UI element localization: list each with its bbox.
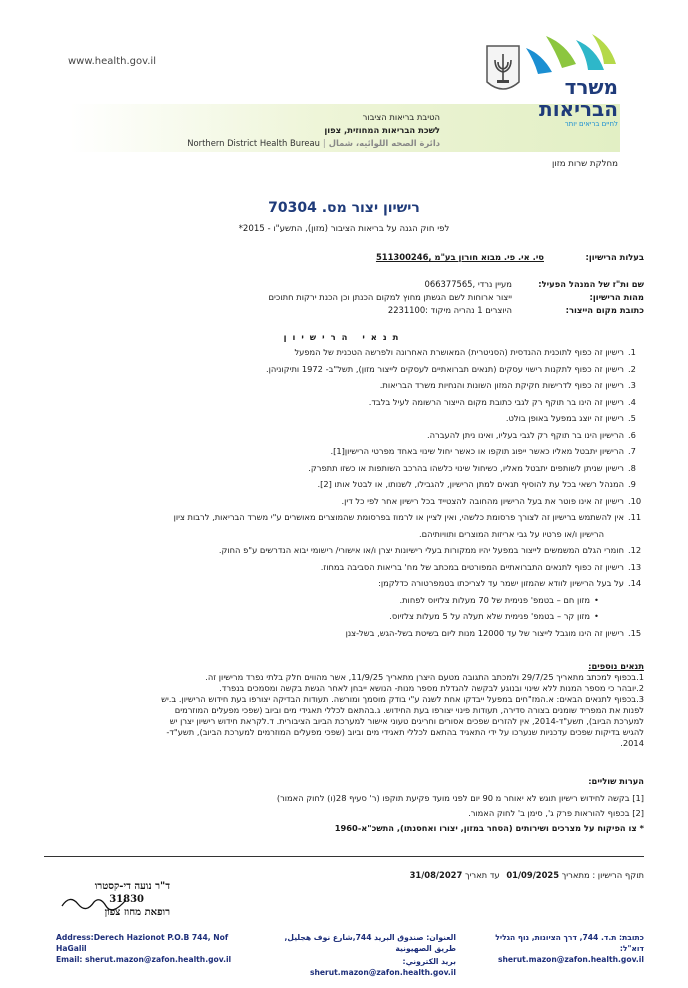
- website-url[interactable]: www.health.gov.il: [68, 56, 156, 67]
- footer-left-address: Address:Derech Hazionot P.O.B 744, Nof HaGalil: [56, 933, 229, 953]
- condition-number: 12.: [628, 545, 642, 555]
- essence-value: ייצור ארוחות לשם הגשתן מחוץ למקום הכנתן וכן הכנת ירקות חתוכים: [268, 292, 512, 302]
- dept-line1: הטיבת בריאות הציבור: [362, 112, 440, 122]
- manager-value: מעיין נרדי ,066377565: [424, 279, 512, 289]
- note-2: [2] בכפוף להוראות פרק ג', סימן ב' לחוק האמור.: [468, 808, 644, 818]
- condition-text: מזון קר – בטמפ' פנימית שלא תעלה על 5 מעלות צלזיוס.: [389, 611, 590, 621]
- validity-to: 31/08/2027: [409, 870, 463, 880]
- condition-text: רישיון זה הינו מוגבל לייצור של עד 12000 מנות ליום בשיטת בשל-הגש, בשל-צנן: [345, 627, 624, 638]
- condition-text: מזון חם – בטמפ' פנימית של 70 מעלות צלזיוס לפחות.: [399, 594, 590, 605]
- condition-number: 13.: [628, 561, 642, 572]
- condition-item: [44, 412, 644, 429]
- condition-text: רישיון זה כפוף לתנאים התברואתיים המפורטים במכתב של מח' בריאות הסביבה במחוז.: [320, 561, 624, 572]
- condition-item: [44, 561, 644, 578]
- handwritten-signature-icon: [60, 892, 130, 912]
- owner-field: [44, 252, 644, 262]
- condition-text: המנהל רשאי בכל עת להוסיף תנאים למתן הרישיון, להגבילו, לשנותו, או לבטל אותו [2].: [317, 479, 624, 489]
- extra-line: 3.בכפוף לתנאים הבאים: א.המז"חים במפעל ייבדקו אחת לשנה ע"י בודק מוסמך ומורשה. תעודות הבדיקה יצורפו בעת חידוש הרישיון. ב.יש: [161, 694, 644, 704]
- manager-label: שם ות"ז של המנהל הפעיל:: [538, 279, 644, 289]
- condition-number: 15.: [628, 627, 642, 638]
- owner-label: בעלות הרישיון:: [585, 252, 644, 262]
- condition-item: [44, 346, 644, 363]
- condition-item: [44, 462, 644, 479]
- ministry-line1: משרד: [564, 75, 618, 99]
- condition-number: 8.: [628, 462, 636, 473]
- condition-number: 7.: [628, 446, 636, 456]
- validity-to-label: עד תאריך: [464, 870, 500, 880]
- extra-line: למערכת הביוב), תשע"ד-2014, אין להזרים שפכים אסורים וחריגים טעוני אישור למערכת הביוב הציבורית. ד.לקראת חידוש רישיון יצרן יש: [169, 716, 644, 726]
- footer-right: [454, 932, 644, 965]
- condition-item: [44, 511, 644, 528]
- condition-number: 10.: [628, 495, 642, 506]
- extra-line: להגיש בדיקות שפכים עדכניות שנערכו על ידי התאגיד בהתאם לכללי תאגידי מים וביוב (שפכי מפעלים המוזרמים למערכת הביוב), תשע"ד-: [166, 727, 644, 737]
- footer-right-email-label: דוא"ל:: [619, 944, 644, 953]
- condition-number: 14.: [628, 578, 642, 588]
- extra-heading: תנאים נוספים:: [588, 661, 644, 671]
- condition-item: [44, 363, 644, 380]
- address-value: היוצרים 1 נהריה מיקוד :2231100: [387, 305, 512, 315]
- dept-line3: دائرة الصحه اللوائيه، شمال|Northern District Health Bureau: [187, 138, 440, 148]
- condition-item: [44, 429, 644, 446]
- condition-text: רישיון שניתן לשותפים יתבטל מאליו, כשיחול שינוי כלשהו בהרכב השותפות או כשזו תתפרק.: [308, 462, 624, 473]
- unit-name: מחלקת שרות מזון: [552, 159, 618, 169]
- condition-text: רישיון זה יוצג במפעל באופן בולט.: [505, 413, 624, 423]
- condition-text: הרישיון הינו בר תוקף רק לגבי בעליו, ואינו ניתן להעברה.: [426, 429, 624, 440]
- validity-line: [410, 870, 644, 880]
- note-3: * צו הפיקוח על מצרכים ושירותים (הסחר במזון, יצורו ואחסנתו), התשכ"א-1960: [334, 823, 644, 833]
- condition-item: [44, 379, 644, 396]
- condition-number: 11.: [628, 512, 642, 522]
- footer-middle-address: العنوان: صندوق البريد 744,شارع نوف هجليل, طريق الصهيونية: [284, 933, 456, 953]
- condition-number: 6.: [628, 429, 636, 440]
- footer-right-address: כתובת: ת.ד. 744, דרך הציונות, נוף הגליל: [495, 933, 644, 942]
- condition-number: •: [594, 611, 599, 621]
- condition-text: רישיון זה כפוף לתקנות רישוי עסקים (תנאים תברואתיים לעסקים לייצור מזון), תשל"ב- 1972 ותיקוניהן.: [265, 363, 624, 374]
- ministry-line2: הבריאות: [539, 97, 618, 121]
- condition-text: חומרי הגלם המשמשים לייצור במפעל יהיו ממקורות בעלי רישיונות יצרן ו/או אישורי/ רישומי יבוא הנדרשים ע"פ החוק.: [218, 545, 624, 555]
- dept-arabic: دائرة الصحه اللوائيه، شمال: [328, 138, 440, 148]
- condition-text: על בעל הרישיון לוודא שהמזון ישמר עד לצריכתו בטמפרטורה כדלקמן:: [378, 578, 624, 588]
- extra-lines: [44, 672, 644, 749]
- divider: [44, 856, 644, 857]
- essence-field: [44, 292, 644, 302]
- conditions-list: [44, 346, 644, 643]
- extra-line: 2.יובהר כי מספר המנות ללא שינוי ובנוגע לבקשה להגדלת מספר מנות- הנושא ייבחן לאחר הגשת בקשה ומסמכים בנפרד.: [219, 683, 644, 693]
- signer-number: 31830: [109, 894, 144, 905]
- condition-text: רישיון זה הינו בר תוקף רק לגבי כתובת מקום הייצור הרשומה לעיל בלבד.: [368, 396, 624, 407]
- condition-item: [44, 610, 644, 627]
- condition-item: [44, 528, 644, 545]
- condition-number: 2.: [628, 363, 636, 374]
- footer-left-email[interactable]: Email: sherut.mazon@zafon.health.gov.il: [56, 955, 232, 964]
- condition-item: [44, 594, 644, 611]
- ministry-name: [488, 46, 618, 128]
- condition-number: 3.: [628, 380, 636, 390]
- extra-conditions: [44, 661, 644, 749]
- ministry-slogan: לחיים בריאים יותר: [564, 120, 618, 128]
- footer-middle: [266, 932, 456, 978]
- condition-item: [44, 577, 644, 594]
- license-title: רישיון יצור מס. 70304: [268, 200, 420, 216]
- signer-role: רופאת מחוז צפון: [104, 907, 170, 918]
- extra-line: 1.בכפוף למכתב מתאריך 29/7/25 ולמכתב התגובה מטעם היצרן מתאריך 11/9/25, אשר מהווים חלק בלתי נפרד מרישיון זה.: [205, 672, 644, 682]
- signer-name: ד"ר נועה די-קסטרו: [94, 881, 170, 892]
- note-1: [1] בקשה לחידוש רישיון תוגש לא יאוחר מ 90 יום לפני מועד פקיעת תוקפו (ר' סעיף 28(ו) לחוק האמור): [276, 793, 644, 803]
- condition-number: 9.: [628, 479, 636, 489]
- condition-item: [44, 396, 644, 413]
- license-subtitle: לפי חוק הגנה על בריאות הציבור (מזון), התשע"ו - 2015*: [238, 224, 450, 234]
- condition-item: [44, 445, 644, 462]
- condition-item: [44, 478, 644, 495]
- condition-text: אין להשתמש ברישיון זה לצורך פרסומת כלשהי, ואין לציין או לרמוז בפרסומת שהמוצרים מאושרים ע"י משרד הבריאות, לרבות ציון: [173, 512, 624, 522]
- footnotes: [44, 774, 644, 836]
- condition-number: 5.: [628, 413, 636, 423]
- conditions-heading: תנאי הרישיון: [283, 332, 405, 342]
- condition-text: הרישיון יתבטל מאליו כאשר ייפוג תוקפו או כאשר יחול שינוי באחד מפרטי הרישיון[1].: [330, 446, 624, 456]
- condition-text: רישיון זה כפוף לדרישות חקיקת המזון השונות והנחיות משרד הבריאות.: [379, 380, 624, 390]
- footer-left: [56, 932, 256, 965]
- condition-item: [44, 627, 644, 644]
- manager-field: [44, 279, 644, 289]
- extra-line: 2014.: [620, 738, 644, 748]
- notes-heading: הערות שוליים:: [588, 776, 644, 786]
- address-field: [44, 305, 644, 315]
- condition-number: 4.: [628, 396, 636, 407]
- condition-number: 1.: [628, 347, 636, 357]
- condition-text: רישיון זה אינו פוטר את בעל הרישיון מהחובה להצטייד בכל רישיון אחר לפי כל דין.: [341, 495, 624, 506]
- footer-middle-email[interactable]: بريد الكتروني: sherut.mazon@zafon.health.gov.il: [309, 957, 456, 977]
- validity-from: 01/09/2025: [506, 870, 560, 880]
- condition-item: [44, 544, 644, 561]
- dept-line2: לשכת הבריאות המחוזית, צפון: [324, 125, 440, 135]
- condition-item: [44, 495, 644, 512]
- condition-text: הרישיון ו/או פרטיו על גבי אריזות המוצרים ותוויותיהם.: [418, 528, 604, 539]
- validity-label: תוקף הרישיון : מתאריך: [561, 870, 644, 880]
- condition-number: •: [594, 594, 599, 605]
- condition-text: רישיון זה כפוף לתוכנית ההנדסית (הסניטרית) המאושרת האחרונה ולפרשה הטכנית של המפעל: [294, 347, 624, 357]
- essence-label: מהות הרישיון:: [589, 292, 644, 302]
- footer-right-email[interactable]: sherut.mazon@zafon.health.gov.il: [497, 955, 644, 964]
- owner-value: סי. אי. פי. מבוא חורון בע"מ ,511300246: [375, 252, 544, 262]
- address-label: כתובת מקום הייצור:: [565, 305, 644, 315]
- dept-english: Northern District Health Bureau: [187, 138, 320, 148]
- extra-line: לפנות את המפריד שומנים בצורה סדירה, תעודות פינוי יצורפו בעת החידוש. ג.בהתאם לכללי תאגידי מים וביוב (שפכי מפעלים המוזרמים: [174, 705, 644, 715]
